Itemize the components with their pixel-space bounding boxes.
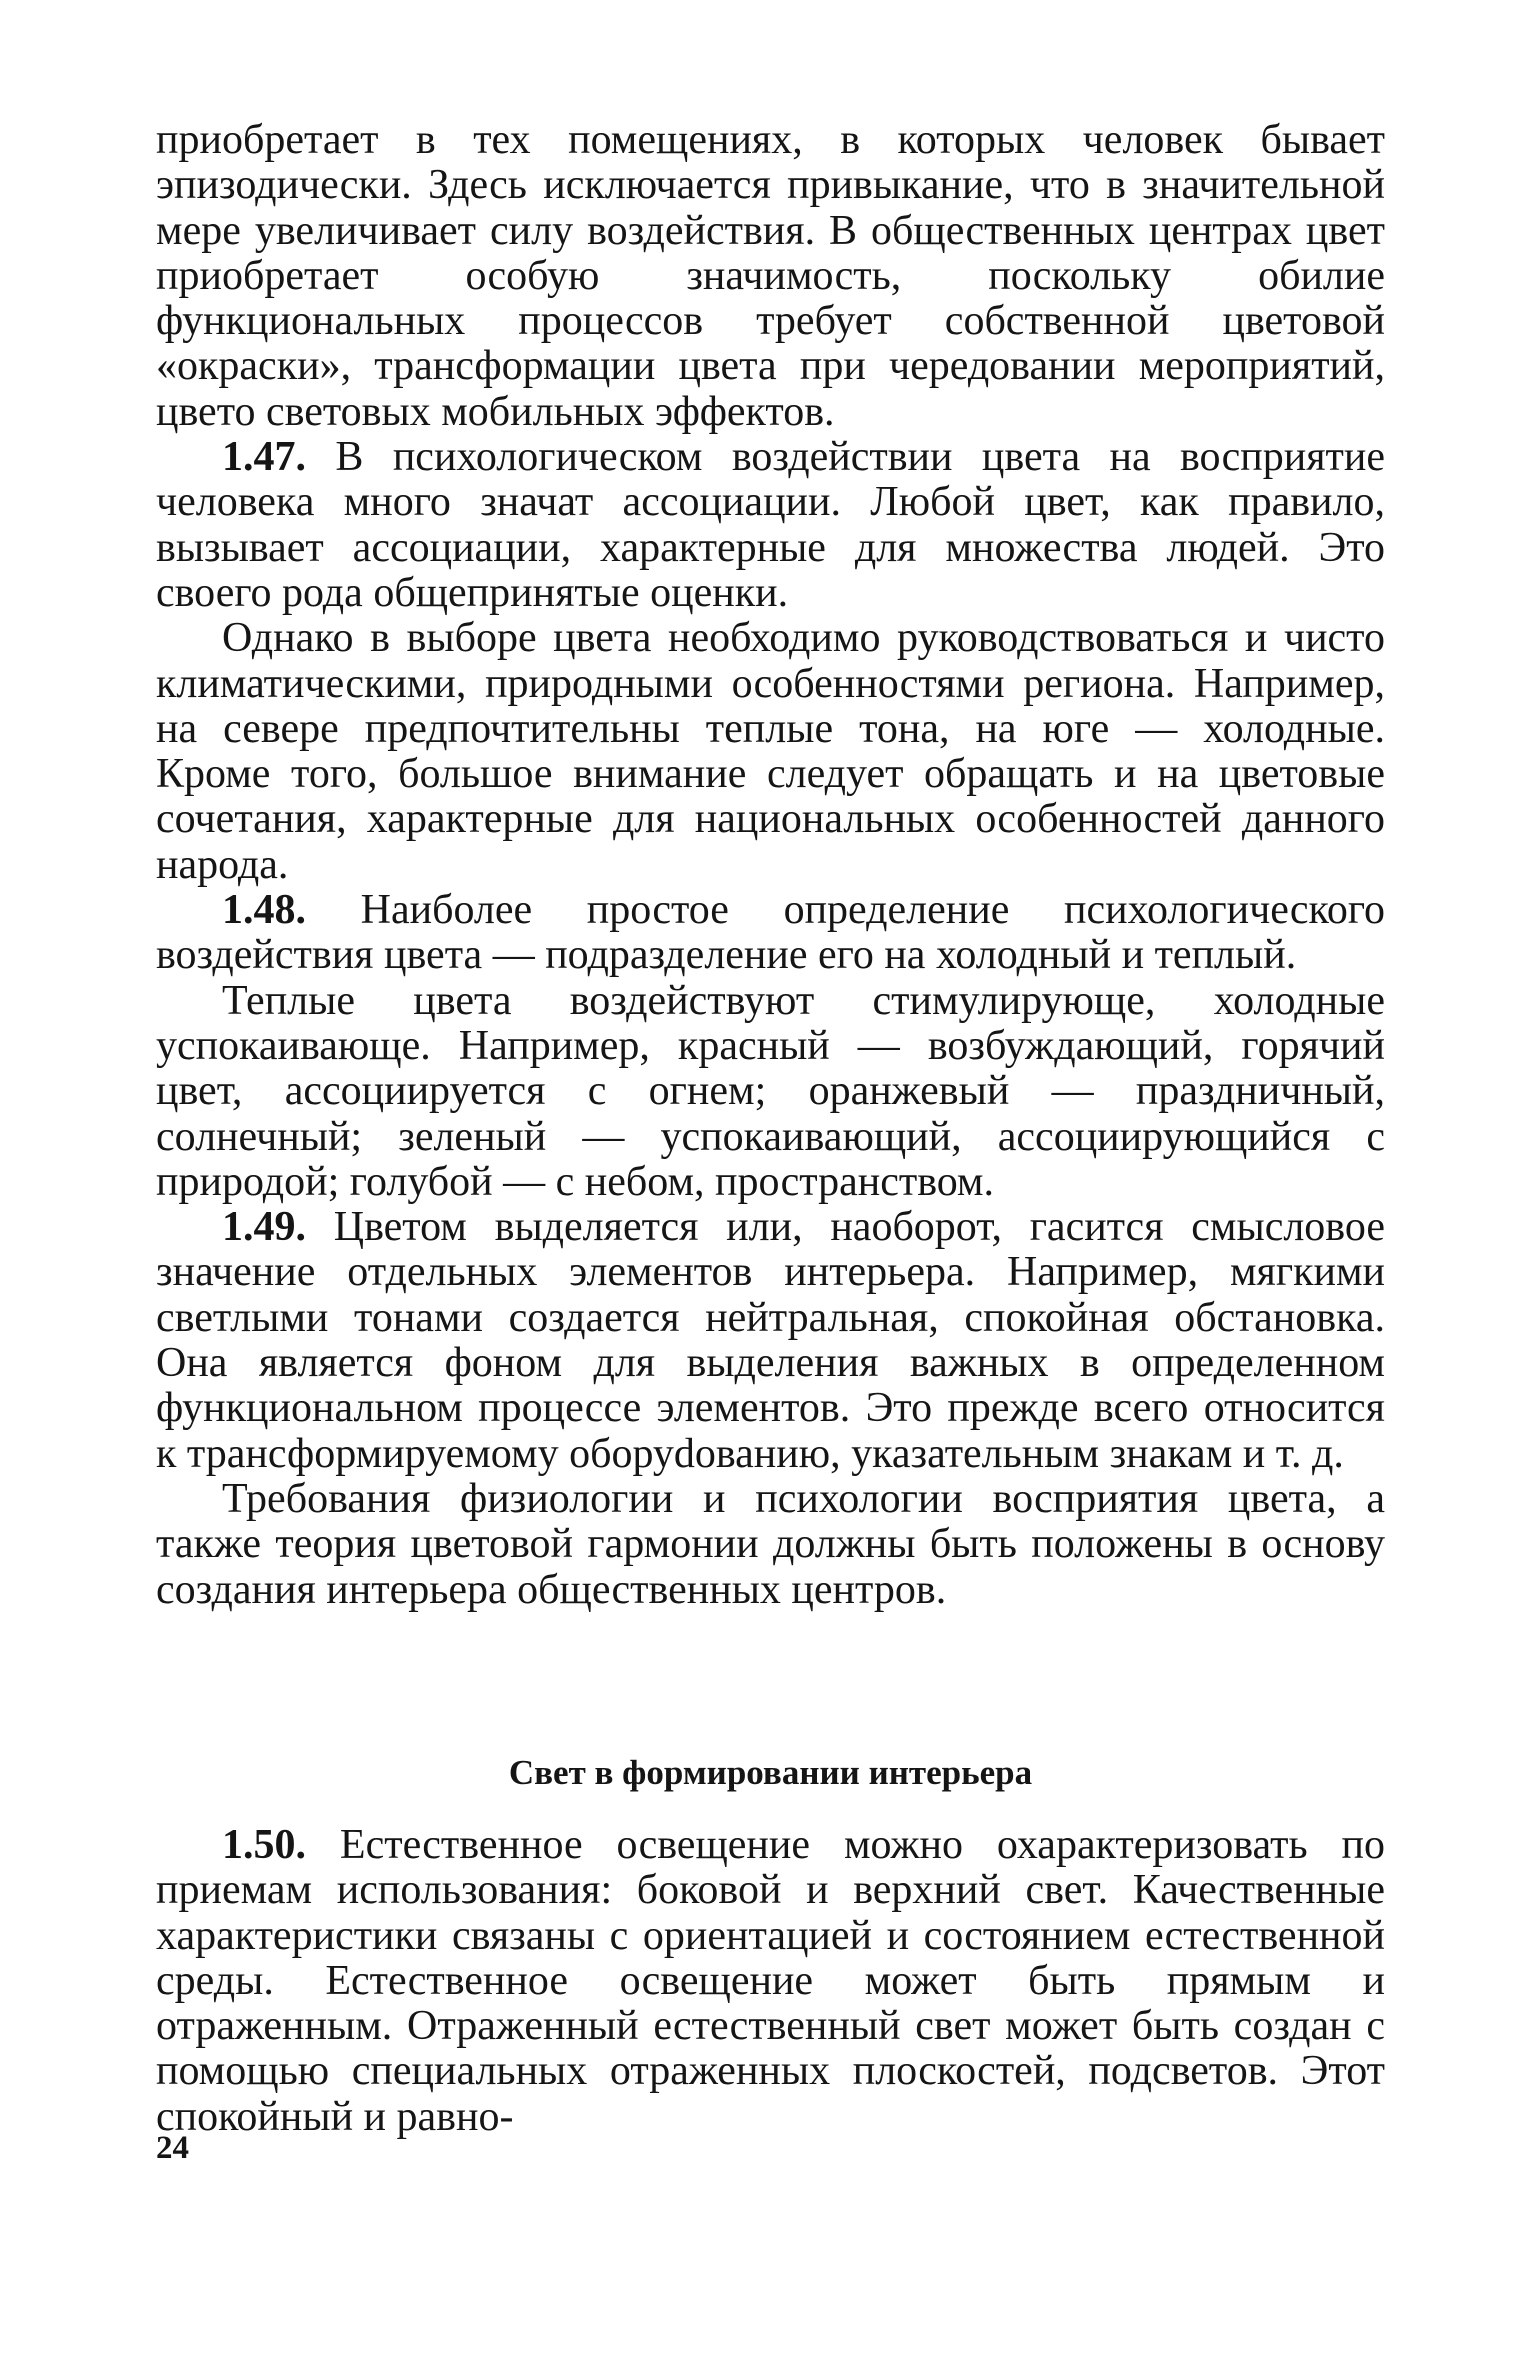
- paragraph-text: Требования физиологии и психологии восприятия цвета, а также теория цветовой гармонии должны быть положены в основу создания интерьера общественных центров.: [156, 1475, 1385, 1613]
- paragraph-text: Естественное освещение можно охарактеризовать по приемам использования: боковой и верхний свет. Качественные характеристики связаны с ориентацией и состоянием естественной среды. Естественное освещение может быть прямым и отраженным. Отраженный естественный свет может быть создан с помощью специальных отраженных плоскостей, подсветов. Этот спокойный и равно-: [156, 1822, 1385, 2140]
- paragraph-text: Теплые цвета воздействуют стимулирующе, холодные успокаивающе. Например, красный — возбуждающий, горячий цвет, ассоциируется с огнем; оранжевый — праздничный, солнечный; зеленый — успокаивающий, ассоциирующийся с природой; голубой — с небом, пространством.: [156, 977, 1385, 1205]
- paragraph-number: 1.48.: [222, 887, 306, 934]
- paragraph: [156, 616, 1385, 888]
- paragraph-text: приобретает в тех помещениях, в которых человек бывает эпизодически. Здесь исключается привыкание, что в значительной мере увеличивает силу воздействия. В общественных центрах цвет приобретает особую значимость, поскольку обилие функциональных процессов требует собственной цветовой «окраски», трансформации цвета при чередовании мероприятий, цвето световых мобильных эффектов.: [156, 117, 1385, 435]
- paragraph: [156, 435, 1385, 616]
- section-heading: Свет в формировании интерьера: [508, 1753, 1033, 1792]
- page-number: 24: [156, 2130, 189, 2166]
- section-text: [156, 1823, 1385, 2140]
- paragraph-text: Однако в выборе цвета необходимо руководствоваться и чисто климатическими, природными особенностями региона. Например, на севере предпочтительны теплые тона, на юге — холодные. Кроме того, большое внимание следует обращать и на цветовые сочетания, характерные для национальных особенностей данного народа.: [156, 615, 1385, 888]
- paragraph: [156, 888, 1385, 979]
- paragraph: [156, 1477, 1385, 1613]
- paragraph: [156, 979, 1385, 1205]
- paragraph-number: 1.47.: [222, 434, 306, 481]
- main-text: [156, 118, 1385, 1613]
- paragraph: [156, 118, 1385, 435]
- paragraph-number: 1.49.: [222, 1204, 306, 1251]
- paragraph: [156, 1823, 1385, 2140]
- paragraph: [156, 1205, 1385, 1477]
- paragraph-text: В психологическом воздействии цвета на восприятие человека много значат ассоциации. Любой цвет, как правило, вызывает ассоциации, характерные для множества людей. Это своего рода общепринятые оценки.: [156, 434, 1385, 616]
- paragraph-number: 1.50.: [222, 1822, 306, 1868]
- paragraph-text: Цветом выделяется или, наоборот, гасится смысловое значение отдельных элементов интерьера. Например, мягкими светлыми тонами создается нейтральная, спокойная обстановка. Она является фоном для выделения важных в определенном функциональном процессе элементов. Это прежде всего относится к трансформируемому оборуdованию, указательным знакам и т. д.: [156, 1204, 1385, 1477]
- paragraph-text: Наиболее простое определение психологического воздействия цвета — подразделение его на холодный и теплый.: [156, 887, 1385, 979]
